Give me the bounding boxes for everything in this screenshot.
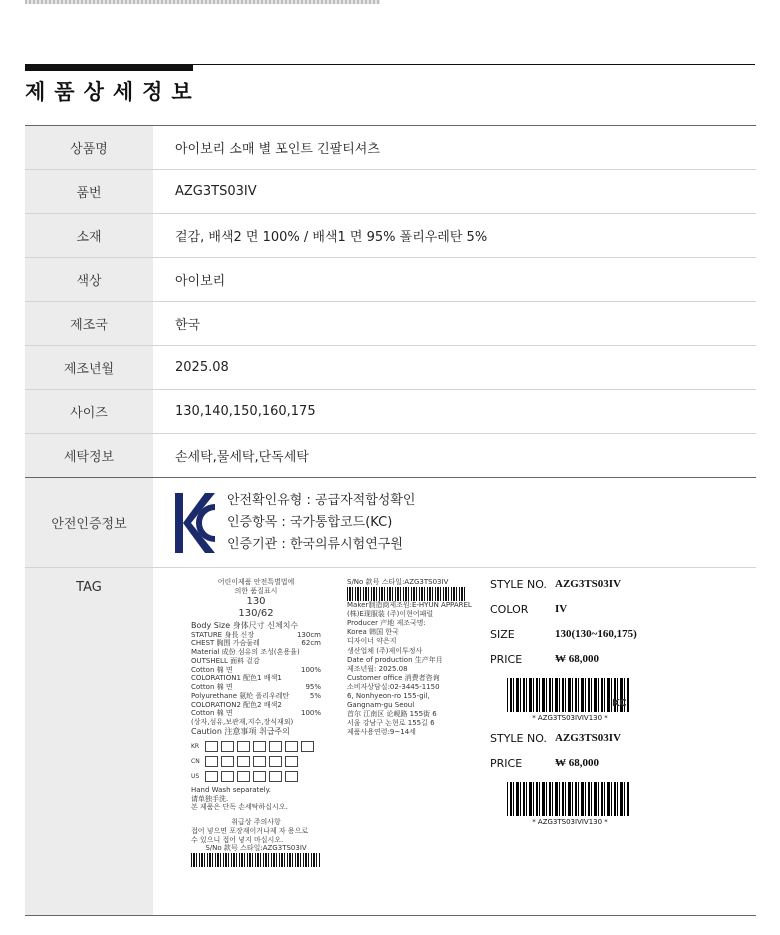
row-value: 130,140,150,160,175 <box>153 390 756 434</box>
title-rule-accent <box>25 64 193 71</box>
row-label: 품번 <box>25 170 153 214</box>
spec-row <box>25 214 756 258</box>
row-label: 소재 <box>25 214 153 258</box>
row-label: 세탁정보 <box>25 434 153 478</box>
row-label: 색상 <box>25 258 153 302</box>
care-symbols-kr: KR <box>191 741 321 752</box>
cert-details <box>227 490 415 556</box>
row-value: AZG3TS03IV <box>153 170 756 214</box>
row-label: 사이즈 <box>25 390 153 434</box>
kc-mark-icon <box>175 493 215 553</box>
kc-mini-mark: KC <box>612 698 627 709</box>
cert-agency: 인증기관 : 한국의류시험연구원 <box>227 536 403 552</box>
spec-row <box>25 170 756 214</box>
row-label: 안전인증정보 <box>25 478 153 568</box>
row-label: TAG <box>25 568 153 916</box>
row-label: 제조년월 <box>25 346 153 390</box>
section-title: 제품상세정보 <box>25 80 201 104</box>
price-barcode-1 <box>507 678 629 712</box>
row-label: 제조국 <box>25 302 153 346</box>
tag-row <box>25 568 756 916</box>
spec-row <box>25 126 756 170</box>
row-value: 한국 <box>153 302 756 346</box>
row-label: 상품명 <box>25 126 153 170</box>
row-value: 겉감, 배색2 면 100% / 배색1 면 95% 폴리우레탄 5% <box>153 214 756 258</box>
row-value: 아이보리 소매 별 포인트 긴팔티셔츠 <box>153 126 756 170</box>
spec-row <box>25 434 756 478</box>
maker-info-label: S/No 款号 스타일:AZG3TS03IV Maker制造商제조원:E-HYUN APPAREL (株)E现服装 (주)이현어패럴 Producer 产地 제조국명: Korea 韩国 한국 디자이너 약은지 생산업체 (주)제이투정사 Date of production 生产年月 제조년월: 2025.08 Customer office 消费者咨询 소비자상담실:02-3445-1150 6, Nonhyeon-ro 155-gil, Gangnam-gu Seoul 首尔 江南区 论岘路 155街 6 서울 강남구 논현로 155길 6 제품사용연령:9~14세 <box>347 578 472 737</box>
row-value: 아이보리 <box>153 258 756 302</box>
price-barcode-2 <box>507 782 629 816</box>
spec-row <box>25 390 756 434</box>
spec-row <box>25 346 756 390</box>
spec-row <box>25 302 756 346</box>
spec-row <box>25 258 756 302</box>
cert-row <box>25 478 756 568</box>
top-image-strip <box>25 0 380 4</box>
row-value: 2025.08 <box>153 346 756 390</box>
tag-images <box>153 568 756 915</box>
cert-type: 안전확인유형 : 공급자적합성확인 <box>227 492 416 508</box>
cert-item: 인증항목 : 국가통합코드(KC) <box>227 514 393 530</box>
product-spec-table <box>25 125 756 916</box>
care-symbols-cn: CN <box>191 756 321 767</box>
row-value: 손세탁,물세탁,단독세탁 <box>153 434 756 478</box>
info-barcode <box>347 587 467 601</box>
care-symbols-us: US <box>191 771 321 782</box>
care-barcode <box>191 853 321 867</box>
care-label: 어린이제품 안전특별법에 의한 품질표시 130 130/62 Body Size 身体尺寸 신체치수 STATURE 身長 신장 130cm CHEST 胸围 가슴둘레 62cm Material 成份 섬유의 조성(혼용율) OUTSHELL 面料 겉감 Cotton 棉 면 100% COLORATION1 配色1 배색1 Cotton 棉 면 95% Polyurethane 氨纶 폴리우레탄 5% COLORATION2 配色2 배색2 Cotton 棉 면 100% (상자,섬유,보관재,지수,장식재외) Caution 注意事項 취급주의 KR CN US Hand Wash separately. 请单独手洗. 본 제품은 단독 손세탁하십시오. 취급상 주의사항 접어 넣으면 포장재이거나제 자 용으로 수 있으니 접어 넣지 마십시오. S/No 款号 스타일:AZG3TS03IV <box>191 578 321 911</box>
price-tag: STYLE NO. AZG3TS03IV COLOR IV SIZE 130(130~160,175) PRICE ₩ 68,000 * AZG3TS03IVIV130 * STYLE NO. AZG3TS03IV PRICE ₩ 68,000 * AZG3TS03IVIV130 * <box>490 578 637 826</box>
